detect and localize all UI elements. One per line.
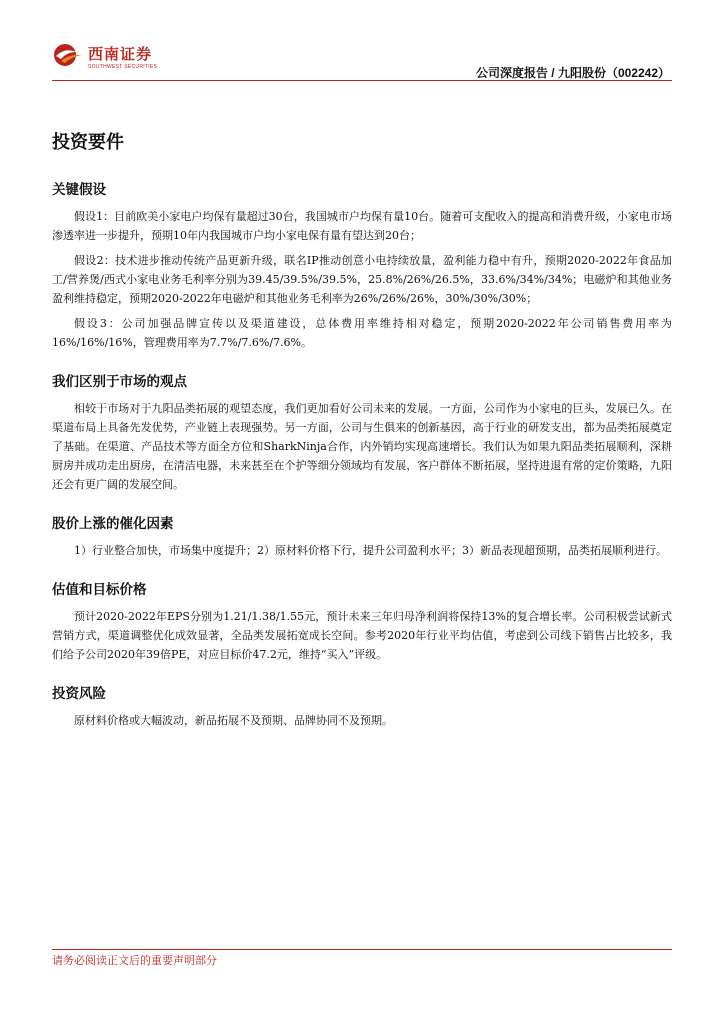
main-content (52, 120, 672, 748)
paragraph: 假设1：目前欧美小家电户均保有量超过30台，我国城市户均保有量10台。随着可支配收入的提高和消费升级，小家电市场渗透率进一步提升，预期10年内我国城市户均小家电保有量有望达到20台； (52, 210, 672, 242)
section-title: 估值和目标价格 (52, 582, 147, 597)
logo-text-cn: 西南证券 (88, 45, 153, 63)
logo-mark-icon (52, 42, 86, 68)
paragraph: 原材料价格或大幅波动，新品拓展不及预期、品牌协同不及预期。 (74, 714, 393, 727)
section-title: 我们区别于市场的观点 (52, 374, 187, 389)
section-title: 股价上涨的催化因素 (52, 516, 174, 531)
paragraph: 1）行业整合加快，市场集中度提升；2）原材料价格下行，提升公司盈利水平；3）新品表现超预期，品类拓展顺利进行。 (74, 544, 667, 557)
header-divider (52, 80, 672, 81)
section-title: 关键假设 (52, 182, 106, 197)
page-title: 投资要件 (52, 132, 124, 152)
section-title: 投资风险 (52, 686, 106, 701)
report-label: 公司深度报告 / 九阳股份（002242） (475, 66, 670, 80)
page-header (0, 0, 724, 80)
paragraph: 假设3：公司加强品牌宣传以及渠道建设，总体费用率维持相对稳定，预期2020-2022年公司销售费用率为16%/16%/16%，管理费用率为7.7%/7.6%/7.6%。 (52, 317, 672, 349)
footer-disclaimer-note: 请务必阅读正文后的重要声明部分 (52, 954, 217, 967)
section-key-assumptions (52, 178, 672, 352)
paragraph: 预计2020-2022年EPS分别为1.21/1.38/1.55元，预计未来三年归母净利润将保持13%的复合增长率。公司积极尝试新式营销方式，渠道调整优化成效显著，全品类发展拓宽成长空间。参考2020年行业平均估值，考虑到公司线下销售占比较多，我们给予公司2020年39倍PE，对应目标价47.2元，维持“买入”评级。 (52, 610, 672, 661)
paragraph: 假设2：技术进步推动传统产品更新升级，联名IP推动创意小电持续放量，盈利能力稳中有升，预期2020-2022年食品加工/营养煲/西式小家电业务毛利率分别为39.45/39.5%/39.5%，25.8%/26%/26.5%，33.6%/34%/34%；电磁炉和其他业务盈利维持稳定，预期2020-2022年电磁炉和其他业务毛利率为26%/26%/26%，30%/30%/30%； (52, 254, 672, 305)
company-logo (52, 40, 162, 76)
footer-divider (52, 949, 672, 950)
section-valuation (52, 578, 672, 664)
section-risks (52, 682, 672, 730)
logo-text-en: SOUTHWEST SECURITIES (88, 64, 158, 70)
section-differentiated-view (52, 370, 672, 494)
paragraph: 相较于市场对于九阳品类拓展的观望态度，我们更加看好公司未来的发展。一方面，公司作为小家电的巨头，发展已久。在渠道布局上具备先发优势，产业链上表现强势。另一方面，公司与生俱来的创新基因，高于行业的研发支出，都为品类拓展奠定了基础。在渠道、产品技术等方面全方位和SharkNinja合作，内外销均实现高速增长。我们认为如果九阳品类拓展顺利，深耕厨房并成功走出厨房，在清洁电器，未来甚至在个护等细分领域均有发展，客户群体不断拓展，坚持进退有常的定价策略，九阳还会有更广阔的发展空间。 (52, 402, 672, 491)
section-catalysts (52, 512, 672, 560)
